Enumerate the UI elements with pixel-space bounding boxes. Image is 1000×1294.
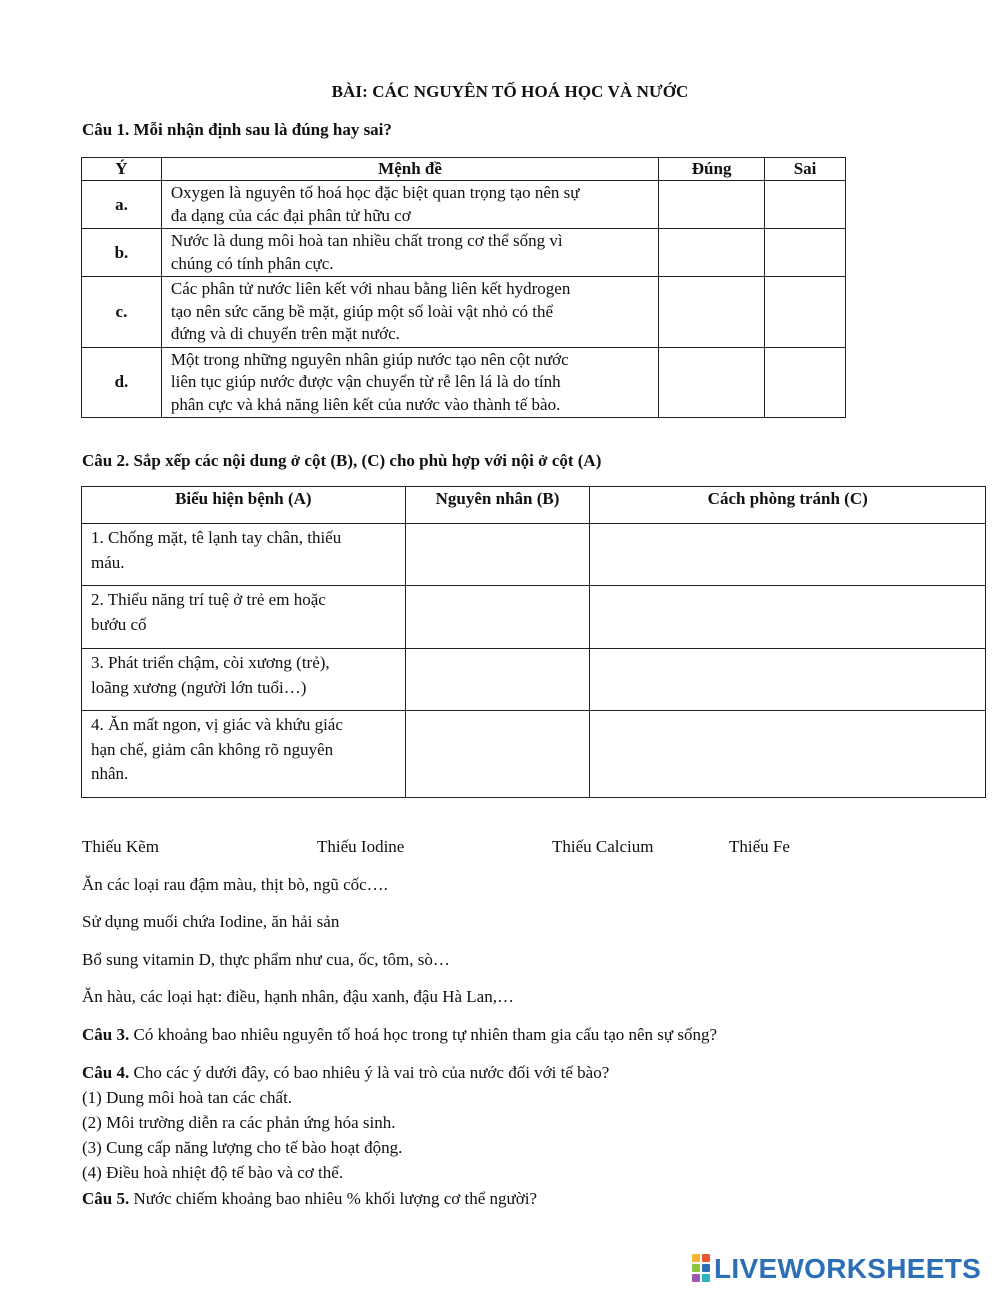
cause-drop-cell[interactable] — [405, 711, 590, 798]
header-true: Đúng — [659, 158, 765, 181]
false-answer-cell[interactable] — [765, 347, 846, 418]
symptom-line: máu. — [91, 552, 125, 572]
statement-line: đứng và di chuyển trên mặt nước. — [170, 324, 400, 343]
question-4-text: Cho các ý dưới đây, có bao nhiêu ý là vai trò của nước đối với tế bào? — [129, 1063, 610, 1082]
statement-line: Oxygen là nguyên tố hoá học đặc biệt quan trọng tạo nên sự — [170, 183, 580, 202]
prevention-drop-cell[interactable] — [590, 524, 986, 586]
question-5-label: Câu 5. — [82, 1189, 130, 1208]
prevention-choice[interactable]: Sử dụng muối chứa Iodine, ăn hải sản — [82, 912, 340, 931]
header-prevention: Cách phòng tránh (C) — [590, 487, 986, 524]
statement-line: Nước là dung môi hoà tan nhiều chất trong cơ thể sống vì — [170, 231, 563, 250]
question-3-label: Câu 3. — [82, 1025, 130, 1044]
table-header-row — [82, 158, 846, 181]
row-label: a. — [82, 181, 162, 229]
question-5 — [82, 1189, 537, 1209]
symptom-line: 2. Thiểu năng trí tuệ ở trẻ em hoặc — [91, 590, 326, 609]
question-3-text: Có khoảng bao nhiêu nguyên tố hoá học trong tự nhiên tham gia cấu tạo nên sự sống? — [129, 1025, 718, 1044]
statement-cell — [161, 347, 658, 418]
table-row — [82, 711, 986, 798]
choice-iodine[interactable]: Thiếu Iodine — [317, 837, 405, 856]
question-4-option: (3) Cung cấp năng lượng cho tế bào hoạt động. — [82, 1138, 403, 1157]
false-answer-cell[interactable] — [765, 229, 846, 277]
true-false-table — [81, 157, 846, 418]
table-row — [82, 586, 986, 649]
symptom-line: bướu cổ — [91, 614, 147, 634]
header-cause: Nguyên nhân (B) — [405, 487, 590, 524]
symptom-line: 3. Phát triển chậm, còi xương (trẻ), — [91, 653, 330, 672]
cause-drop-cell[interactable] — [405, 586, 590, 649]
statement-cell — [161, 181, 658, 229]
header-false: Sai — [765, 158, 846, 181]
statement-line: tạo nên sức căng bề mặt, giúp một số loài vật nhỏ có thể — [170, 301, 554, 321]
header-statement: Mệnh đề — [161, 158, 658, 181]
table-row — [82, 347, 846, 418]
question-1-heading: Câu 1. Mỗi nhận định sau là đúng hay sai? — [82, 120, 392, 139]
symptom-cell — [82, 711, 406, 798]
prevention-drop-cell[interactable] — [590, 711, 986, 798]
statement-line: liên tục giúp nước được vận chuyển từ rễ lên lá là do tính — [170, 372, 561, 391]
question-4-option: (1) Dung môi hoà tan các chất. — [82, 1088, 293, 1107]
statement-line: Một trong những nguyên nhân giúp nước tạo nên cột nước — [170, 349, 569, 369]
statement-cell — [161, 229, 658, 277]
symptom-cell — [82, 586, 406, 649]
symptom-line: nhân. — [91, 764, 129, 783]
table-row — [82, 229, 846, 277]
cause-drop-cell[interactable] — [405, 524, 590, 586]
statement-line: chúng có tính phân cực. — [170, 253, 334, 273]
symptom-cell — [82, 524, 406, 586]
prevention-choice[interactable]: Ăn hàu, các loại hạt: điều, hạnh nhân, đậu xanh, đậu Hà Lan,… — [82, 987, 514, 1006]
row-label: d. — [82, 347, 162, 418]
question-2-heading: Câu 2. Sắp xếp các nội dung ở cột (B), (C) cho phù hợp với nội ở cột (A) — [82, 451, 602, 470]
choice-iron[interactable]: Thiếu Fe — [729, 837, 790, 856]
prevention-drop-cell[interactable] — [590, 649, 986, 711]
statement-line: phân cực và khả năng liên kết của nước vào thành tế bào. — [170, 394, 561, 414]
false-answer-cell[interactable] — [765, 181, 846, 229]
table-row — [82, 181, 846, 229]
true-answer-cell[interactable] — [659, 347, 765, 418]
question-4 — [82, 1063, 609, 1083]
choice-zinc[interactable]: Thiếu Kẽm — [82, 837, 159, 856]
true-answer-cell[interactable] — [659, 181, 765, 229]
matching-table — [81, 486, 986, 798]
statement-cell — [161, 277, 658, 348]
statement-line: đa dạng của các đại phân tử hữu cơ — [170, 205, 411, 225]
question-5-text: Nước chiếm khoảng bao nhiêu % khối lượng cơ thể người? — [129, 1189, 537, 1208]
question-3 — [82, 1025, 717, 1045]
statement-line: Các phân tử nước liên kết với nhau bằng liên kết hydrogen — [170, 279, 571, 298]
symptom-line: 4. Ăn mất ngon, vị giác và khứu giác — [91, 715, 343, 734]
question-4-option: (2) Môi trường diễn ra các phản ứng hóa sinh. — [82, 1113, 396, 1132]
row-label: c. — [82, 277, 162, 348]
true-answer-cell[interactable] — [659, 277, 765, 348]
page-title: BÀI: CÁC NGUYÊN TỐ HOÁ HỌC VÀ NƯỚC — [331, 82, 689, 101]
symptom-line: hạn chế, giảm cân không rõ nguyên — [91, 739, 334, 759]
symptom-cell — [82, 649, 406, 711]
prevention-drop-cell[interactable] — [590, 586, 986, 649]
question-4-label: Câu 4. — [82, 1063, 130, 1082]
table-row — [82, 524, 986, 586]
cause-choices — [82, 837, 982, 861]
table-row — [82, 649, 986, 711]
table-header-row — [82, 487, 986, 524]
logo-blocks-icon — [692, 1254, 712, 1284]
cause-drop-cell[interactable] — [405, 649, 590, 711]
liveworksheets-logo[interactable] — [692, 1253, 981, 1285]
symptom-line: 1. Chống mặt, tê lạnh tay chân, thiếu — [91, 528, 342, 547]
prevention-choice[interactable]: Ăn các loại rau đậm màu, thịt bò, ngũ cốc…. — [82, 875, 388, 894]
table-row — [82, 277, 846, 348]
header-symptom: Biểu hiện bệnh (A) — [82, 487, 406, 524]
symptom-line: loãng xương (người lớn tuổi…) — [91, 677, 307, 697]
question-4-option: (4) Điều hoà nhiệt độ tế bào và cơ thể. — [82, 1163, 344, 1182]
choice-calcium[interactable]: Thiếu Calcium — [552, 837, 654, 856]
true-answer-cell[interactable] — [659, 229, 765, 277]
prevention-choice[interactable]: Bổ sung vitamin D, thực phẩm như cua, ốc, tôm, sò… — [82, 950, 450, 969]
header-item: Ý — [82, 158, 162, 181]
row-label: b. — [82, 229, 162, 277]
logo-text: LIVEWORKSHEETS — [714, 1253, 982, 1284]
false-answer-cell[interactable] — [765, 277, 846, 348]
